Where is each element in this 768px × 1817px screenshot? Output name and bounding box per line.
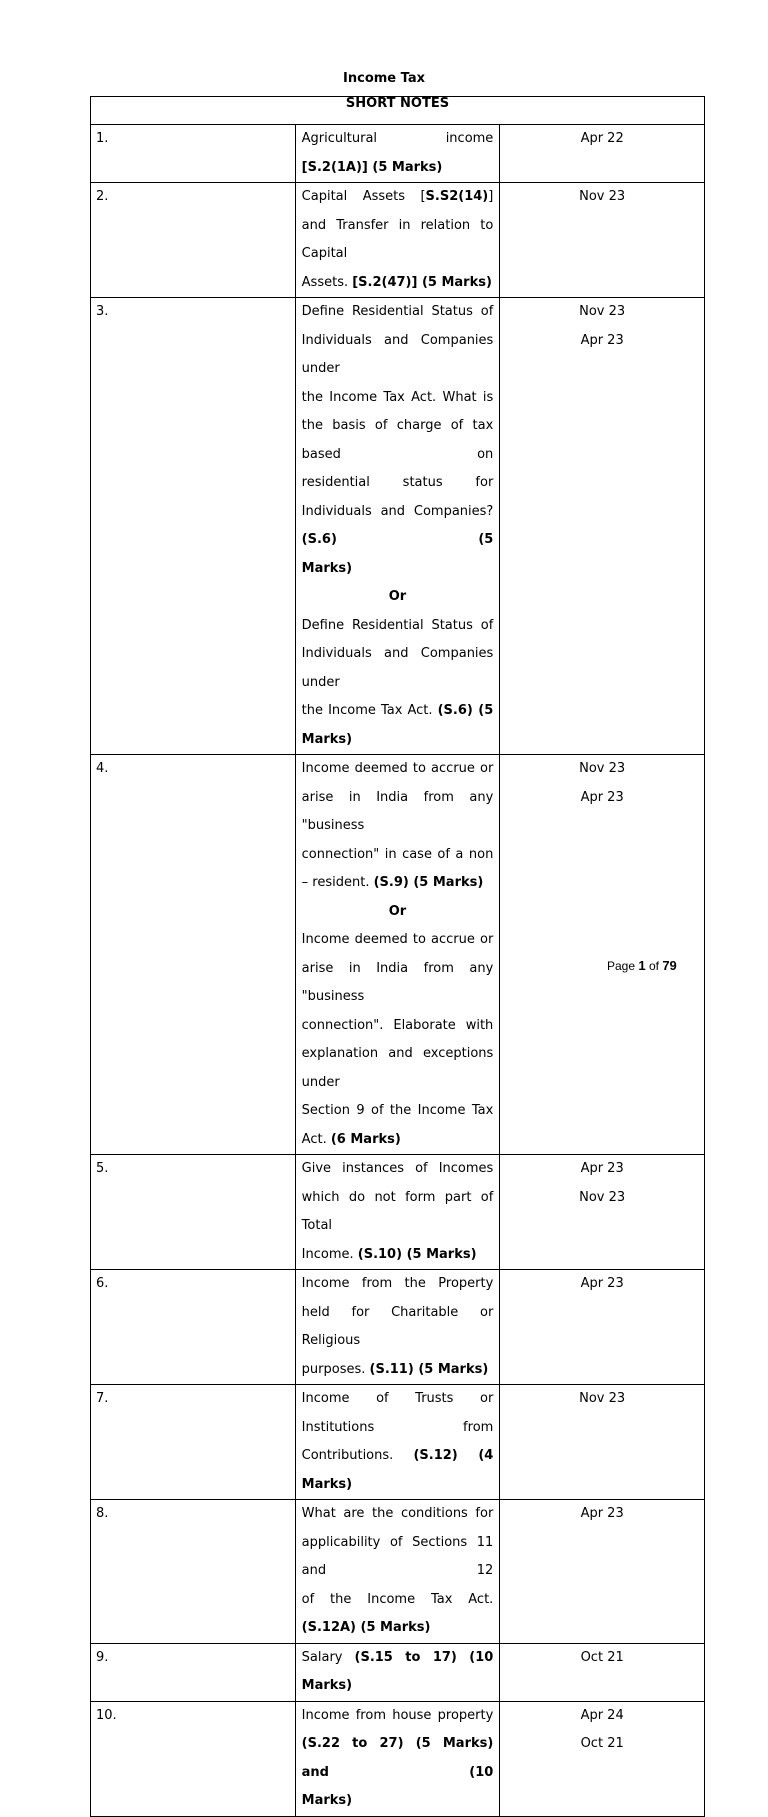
- topic-text: Income from the Property held for Charitable or Religious: [301, 1276, 494, 1348]
- topic-line: [302, 1356, 494, 1385]
- topic-line: [302, 1702, 494, 1788]
- topic-line: [302, 1500, 494, 1586]
- topic-text: Salary: [301, 1649, 355, 1665]
- row-number: 3.: [91, 298, 296, 755]
- topic-text: Income deemed to accrue or arise in India from any "business: [301, 761, 494, 833]
- topic-text: Income from house property: [301, 1707, 494, 1723]
- section-reference: Or: [388, 903, 407, 919]
- topic-line: [302, 1787, 494, 1816]
- exam-dates: [500, 755, 705, 1155]
- topic-text: Agricultural income: [301, 131, 494, 146]
- exam-date: Nov 23: [579, 761, 626, 776]
- exam-dates: [500, 1155, 705, 1270]
- or-separator: [302, 898, 494, 927]
- topic-text: of the Income Tax Act.: [301, 1591, 494, 1607]
- topic-line: [302, 841, 494, 898]
- topic-line: [302, 298, 494, 384]
- page-label: Page: [607, 959, 636, 973]
- topic-text: ] and Transfer in relation to Capital: [301, 189, 494, 261]
- of-label: of: [648, 959, 659, 973]
- row-topic: [295, 298, 500, 755]
- table-row: [91, 298, 705, 755]
- row-topic: [295, 1500, 500, 1644]
- topic-line: [302, 926, 494, 1012]
- exam-date: Apr 24: [580, 1707, 624, 1723]
- section-reference: (6 Marks): [330, 1131, 401, 1147]
- row-number: 10.: [91, 1701, 296, 1816]
- table-row: [91, 1385, 705, 1500]
- exam-date: Oct 21: [580, 1736, 624, 1751]
- short-notes-table: [90, 96, 705, 1817]
- topic-line: [302, 269, 494, 298]
- row-number: 1.: [91, 125, 296, 183]
- topic-line: [302, 612, 494, 698]
- page-footer: [607, 958, 677, 973]
- topic-line: [302, 1097, 494, 1154]
- table-row: [91, 183, 705, 298]
- topic-line: [302, 125, 494, 182]
- section-reference: Marks): [301, 1793, 353, 1808]
- topic-line: [302, 1586, 494, 1643]
- section-reference: S.S2(14): [425, 189, 489, 204]
- row-number: 5.: [91, 1155, 296, 1270]
- exam-dates: [500, 298, 705, 755]
- topic-line: [302, 1241, 494, 1270]
- topic-line: [302, 183, 494, 269]
- topic-text: Assets.: [301, 274, 353, 290]
- section-reference: Or: [388, 589, 407, 604]
- section-reference: (S.10) (5 Marks): [357, 1246, 477, 1262]
- topic-line: [302, 697, 494, 754]
- table-row: [91, 1701, 705, 1816]
- section-reference: [S.2(1A)] (5 Marks): [301, 159, 443, 175]
- topic-line: [302, 469, 494, 555]
- section-reference: [S.2(47)] (5 Marks): [352, 274, 492, 290]
- topic-text: Define Residential Status of Individuals and Companies under: [301, 617, 494, 690]
- topic-text: Define Residential Status of Individuals and Companies under: [301, 304, 494, 376]
- row-topic: [295, 183, 500, 298]
- exam-dates: [500, 183, 705, 298]
- exam-date: Nov 23: [579, 1391, 626, 1406]
- row-number: 7.: [91, 1385, 296, 1500]
- topic-text: Income of Trusts or Institutions from Contributions.: [301, 1391, 494, 1463]
- topic-text: Section 9 of the Income Tax Act.: [301, 1103, 494, 1147]
- table-row: [91, 755, 705, 1155]
- section-reference: (S.22 to 27) (5 Marks) and (10: [301, 1736, 494, 1780]
- topic-line: [302, 384, 494, 470]
- exam-dates: [500, 1701, 705, 1816]
- or-separator: [302, 583, 494, 612]
- section-reference: (S.15 to 17) (10 Marks): [301, 1649, 494, 1693]
- topic-text: Income.: [301, 1246, 358, 1262]
- table-row: [91, 1270, 705, 1385]
- topic-text: the Income Tax Act.: [301, 703, 438, 718]
- row-number: 9.: [91, 1643, 296, 1701]
- topic-text: the Income Tax Act. What is the basis of charge of tax based on: [301, 389, 494, 462]
- table-header: SHORT NOTES: [91, 97, 705, 125]
- exam-date: Apr 23: [580, 789, 624, 805]
- page-total: 79: [662, 958, 677, 973]
- row-topic: [295, 1643, 500, 1701]
- exam-date: Apr 23: [580, 1506, 624, 1521]
- row-number: 6.: [91, 1270, 296, 1385]
- topic-text: residential status for Individuals and Companies?: [301, 475, 494, 519]
- exam-date: Apr 23: [580, 1161, 624, 1176]
- exam-date: Nov 23: [579, 1189, 626, 1205]
- exam-dates: [500, 1270, 705, 1385]
- topic-text: Capital Assets [: [301, 189, 426, 204]
- exam-date: Oct 21: [580, 1649, 624, 1665]
- exam-date: Nov 23: [579, 189, 626, 204]
- topic-text: Give instances of Incomes which do not form part of Total: [301, 1161, 494, 1233]
- section-reference: (S.9) (5 Marks): [373, 875, 484, 890]
- section-reference: (S.6) (5: [301, 532, 494, 547]
- topic-line: [302, 1012, 494, 1098]
- topic-line: [302, 1644, 494, 1701]
- section-reference: Marks): [301, 560, 353, 576]
- row-topic: [295, 1270, 500, 1385]
- topic-line: [302, 1471, 494, 1500]
- section-reference: (S.12) (4: [413, 1448, 494, 1463]
- exam-date: Apr 23: [580, 1276, 624, 1291]
- page-number: 1: [638, 958, 646, 973]
- topic-line: [302, 1155, 494, 1241]
- topic-line: [302, 555, 494, 584]
- table-row: [91, 1500, 705, 1644]
- topic-line: [302, 1385, 494, 1471]
- section-reference: (S.6) (5 Marks): [301, 703, 494, 747]
- table-row: [91, 1155, 705, 1270]
- exam-dates: [500, 1385, 705, 1500]
- exam-date: Nov 23: [579, 304, 626, 319]
- topic-text: What are the conditions for applicability of Sections 11 and 12: [301, 1506, 494, 1578]
- topic-text: purposes.: [301, 1361, 370, 1377]
- topic-text: connection" in case of a non – resident.: [301, 846, 494, 890]
- topic-text: connection". Elaborate with explanation and exceptions under: [301, 1017, 494, 1090]
- exam-dates: [500, 1500, 705, 1644]
- row-topic: [295, 1155, 500, 1270]
- table-header-row: [91, 97, 705, 125]
- row-topic: [295, 1385, 500, 1500]
- section-reference: (S.12A) (5 Marks): [301, 1620, 431, 1635]
- section-reference: Marks): [301, 1476, 353, 1492]
- table-row: [91, 1643, 705, 1701]
- row-topic: [295, 1701, 500, 1816]
- row-number: 2.: [91, 183, 296, 298]
- exam-date: Apr 23: [580, 332, 624, 348]
- row-number: 8.: [91, 1500, 296, 1644]
- topic-line: [302, 1270, 494, 1356]
- row-topic: [295, 125, 500, 183]
- exam-dates: [500, 1643, 705, 1701]
- topic-text: Income deemed to accrue or arise in India from any "business: [301, 932, 494, 1004]
- exam-date: Apr 22: [580, 131, 624, 146]
- table-row: [91, 125, 705, 183]
- topic-line: [302, 755, 494, 841]
- document-title: Income Tax: [343, 71, 425, 86]
- section-reference: (S.11) (5 Marks): [369, 1361, 489, 1377]
- exam-dates: [500, 125, 705, 183]
- row-topic: [295, 755, 500, 1155]
- row-number: 4.: [91, 755, 296, 1155]
